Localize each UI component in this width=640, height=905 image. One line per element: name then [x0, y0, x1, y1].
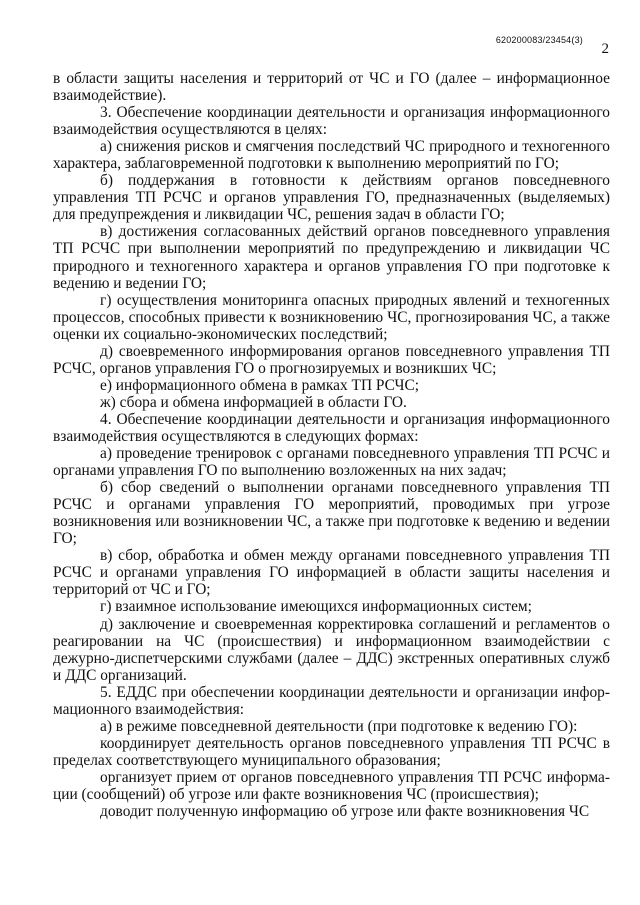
paragraph-item-4v: в) сбор, обработка и обмен между органами повседневного управления ТП РСЧС и органами управления ГО информацией в области защиты населения и территорий от ЧС и ГО; — [53, 547, 610, 599]
paragraph-item-3d: д) своевременного информирования органов повседневного управления ТП РСЧС, органов управления ГО о прогнозируемых и возникших ЧС; — [53, 342, 610, 377]
paragraph-item-3a: а) снижения рисков и смягчения последствий ЧС природного и техногенного характера, заблаговременной подготовки к выполнению мероприятий по ГО; — [53, 138, 610, 173]
paragraph-item-4: 4. Обеспечение координации деятельности и организация информационного взаимодействия осуществляются в следующих формах: — [53, 410, 610, 445]
paragraph-item-3zh: ж) сбора и обмена информацией в области ГО. — [100, 393, 407, 411]
paragraph-item-3e: е) информационного обмена в рамках ТП РСЧС; — [100, 376, 420, 394]
document-body — [53, 70, 610, 820]
paragraph-item-3v: в) достижения согласованных действий органов повседневного управления ТП РСЧС при выполнении мероприятий по предупреждению и ликвидации ЧС природного и техногенного характера и органов управления ГО при подготовке к ведению и ведении ГО; — [53, 223, 610, 292]
paragraph-item-4d: д) заключение и своевременная корректировка соглашений и регламентов о реагировании на ЧС (происшествия) и информационном взаимодействии с дежурно-диспетчерскими службами (далее – ДДС) экстренных оперативных служб и ДДС организаций. — [53, 615, 610, 684]
paragraph-item-3g: г) осуществления мониторинга опасных природных явлений и техногенных процессов, способных привести к возникновению ЧС, прогнозирования ЧС, а также оценки их социально-экономических последствий; — [53, 291, 610, 343]
paragraph-item-4a: а) проведение тренировок с органами повседневного управления ТП РСЧС и органами управления ГО по выполнению возложенных на них задач; — [53, 445, 610, 480]
paragraph-item-5: 5. ЕДДС при обеспечении координации деятельности и организации информационного взаимодействия: — [53, 683, 610, 718]
paragraph-item-4g: г) взаимное использование имеющихся информационных систем; — [100, 598, 532, 616]
paragraph-item-5a: а) в режиме повседневной деятельности (при подготовке к ведению ГО): — [100, 717, 578, 735]
paragraph-reception: организует прием от органов повседневного управления ТП РСЧС информации (сообщений) об угрозе или факте возникновения ЧС (происшествия); — [53, 768, 610, 803]
paragraph-item-4b: б) сбор сведений о выполнении органами повседневного управления ТП РСЧС и органами управления ГО мероприятий, проводимых при угрозе возникновения или возникновении ЧС, а также при подготовке к ведению и ведении ГО; — [53, 479, 610, 548]
page-number: 2 — [601, 41, 609, 57]
paragraph-coordination: координирует деятельность органов повседневного управления ТП РСЧС в пределах соответствующего муниципального образования; — [53, 734, 610, 769]
document-registration-number: 620200083/23454(3) — [495, 35, 583, 45]
paragraph-continuation: в области защиты населения и территорий от ЧС и ГО (далее – информационное взаимодействие). — [53, 70, 610, 105]
paragraph-item-3: 3. Обеспечение координации деятельности и организация информационного взаимодействия осуществляются в целях: — [53, 104, 610, 139]
paragraph-item-3b: б) поддержания в готовности к действиям органов повседневного управления ТП РСЧС и органов управления ГО, предназначенных (выделяемых) для предупреждения и ликвидации ЧС, решения задач в области ГО; — [53, 172, 610, 224]
paragraph-transmission: доводит полученную информацию об угрозе или факте возникновения ЧС — [100, 803, 590, 821]
